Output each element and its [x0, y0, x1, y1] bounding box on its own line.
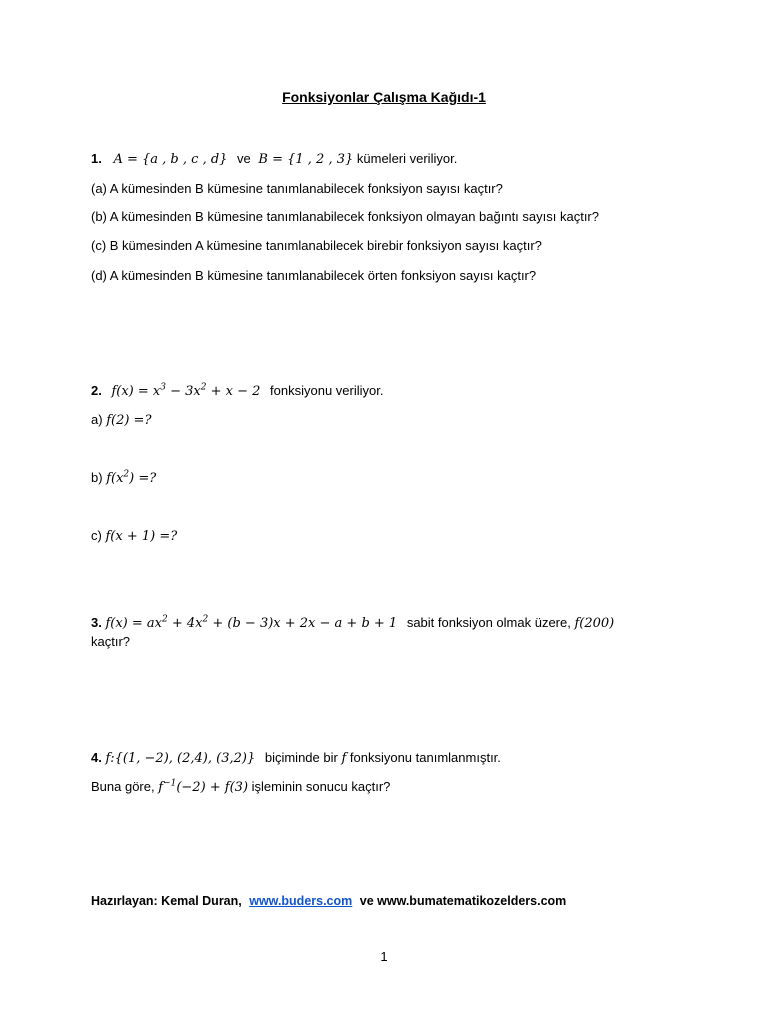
q2a-formula: f(2) =? [106, 413, 152, 428]
q1-connector: ve [237, 151, 251, 166]
q2b-formula: $f(x^2)$ =? [106, 469, 157, 486]
worksheet-title: Fonksiyonlar Çalışma Kağıdı-1 [282, 89, 486, 105]
question-1a: (a) A kümesinden B kümesine tanımlanabilecek fonksiyon sayısı kaçtır? [91, 181, 503, 196]
question-3-line-2: kaçtır? [91, 634, 131, 649]
q4-function-set: f:{(1, −2), (2,4), (3,2)} [105, 751, 256, 766]
question-2a: a) f(2) =? [91, 412, 152, 428]
question-3-number: 3. [91, 615, 102, 630]
q3-text: sabit fonksiyon olmak üzere, [406, 615, 571, 630]
q3-f200: f(200) [574, 616, 615, 631]
question-1b: (b) A kümesinden B kümesine tanımlanabilecek fonksiyon olmayan bağıntı sayısı kaçtır? [91, 209, 599, 224]
question-2-number: 2. [91, 383, 102, 398]
question-1-stem [91, 151, 457, 168]
buders-link[interactable]: www.buders.com [249, 894, 353, 908]
page-number: 1 [380, 949, 388, 964]
question-4-stem: 4. f:{(1, −2), (2,4), (3,2)} biçiminde bir f fonksiyonu tanımlanmıştır. [91, 750, 501, 766]
question-1-number: 1. [91, 151, 102, 166]
question-4-line-2: Buna göre, $f^{-1}(-2) + f(3)$ işleminin sonucu kaçtır? [91, 778, 391, 795]
author-credit: Hazırlayan: Kemal Duran, www.buders.com ve www.bumatematikozelders.com [91, 894, 567, 908]
question-2-stem [91, 383, 383, 400]
question-4-number: 4. [91, 750, 102, 765]
set-a-formula: A = {a , b , c , d} [113, 152, 228, 167]
q3-function-formula: $f(x) = ax^2 + 4x^2 + (b - 3)x + 2x - a + b + 1$ [105, 614, 398, 631]
question-3-stem [91, 615, 614, 632]
question-1c: (c) B kümesinden A kümesine tanımlanabilecek birebir fonksiyon sayısı kaçtır? [91, 238, 542, 253]
question-2b: b) $f(x^2)$ =? [91, 469, 157, 486]
question-2c: c) f(x + 1) =? [91, 528, 178, 544]
q1-text: kümeleri veriliyor. [356, 151, 458, 166]
q4-expression: $f^{-1}(-2) + f(3)$ [158, 778, 249, 795]
set-b-formula: B = {1 , 2 , 3} [258, 152, 354, 167]
q2c-formula: f(x + 1) =? [105, 529, 178, 544]
q2-text: fonksiyonu veriliyor. [270, 383, 384, 398]
question-1d: (d) A kümesinden B kümesine tanımlanabilecek örten fonksiyon sayısı kaçtır? [91, 268, 537, 283]
q2-function-formula: $f(x) = x^3 - 3x^2 + x - 2$ [111, 382, 261, 399]
